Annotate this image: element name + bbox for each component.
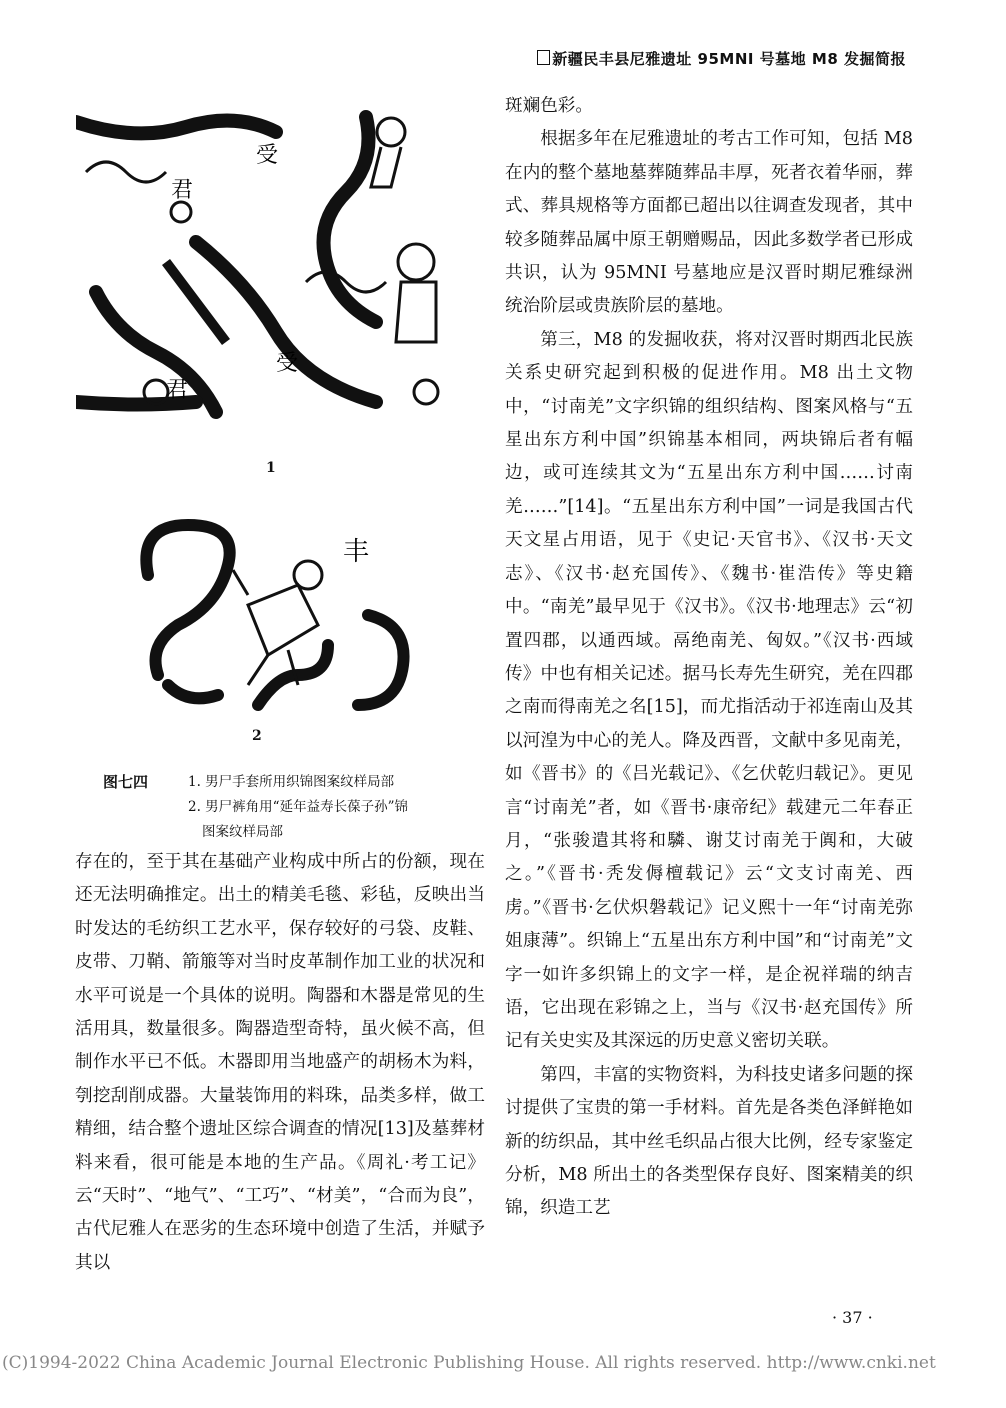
figure-74-2-textile-pattern	[128, 505, 428, 720]
caption-line-1: 1. 男尸手套所用织锦图案纹样局部	[188, 774, 395, 790]
pattern-cloud-1	[86, 162, 166, 182]
pattern2-scroll-left	[146, 525, 229, 675]
pattern2-deer-body	[248, 585, 318, 655]
figure-number: 图七四	[103, 773, 149, 791]
pattern-cloud-curl	[414, 380, 438, 404]
pattern2-char: 丰	[343, 537, 370, 567]
pattern2-deer-legs	[233, 570, 298, 685]
running-header	[537, 48, 906, 69]
pattern-char-3: 受	[276, 351, 299, 376]
pattern-dragon-body	[196, 242, 376, 402]
pattern-char-4: 君	[166, 378, 189, 403]
pattern-tiger-head	[398, 244, 434, 280]
pattern-spotted-creature	[166, 262, 226, 342]
pattern-animal-body-1	[371, 147, 401, 187]
header-title: 新疆民丰县尼雅遗址 95MNI 号墓地 M8 发掘简报	[552, 50, 906, 68]
figure-sub-label-2: 2	[252, 728, 262, 744]
header-box-mark	[537, 50, 550, 65]
figure-sub-label-1: 1	[266, 460, 276, 476]
pattern2-scroll-bottom	[168, 685, 218, 698]
pattern-animal-head-1	[377, 118, 405, 146]
right-paragraph-1: 根据多年在尼雅遗址的考古工作可知，包括 M8 在内的整个墓地墓葬随葬品丰厚，死者衣着华丽，葬式、葬具规格等方面都已超出以往调查发现者，其中较多随葬品属中原王朝赠赐品，因此多数学者已形成共识，认为 95MNI 号墓地应是汉晋时期尼雅绿洲统治阶层或贵族阶层的墓地。	[505, 129, 913, 317]
pattern-band-top	[76, 121, 276, 134]
page-number: · 37 ·	[832, 1308, 873, 1327]
left-column	[75, 846, 485, 1280]
copyright-footer: (C)1994-2022 China Academic Journal Electronic Publishing House. All rights reserved. http://www.cnki.net	[2, 1353, 936, 1373]
pattern-tiger-body	[396, 282, 436, 342]
pattern-animal-head-2	[171, 202, 191, 222]
pattern2-scroll-right	[358, 615, 404, 705]
right-column	[505, 90, 913, 1226]
left-paragraph: 存在的，至于其在基础产业构成中所占的份额，现在还无法明确推定。出土的精美毛毯、彩毡，反映出当时发达的毛纺织工艺水平，保存较好的弓袋、皮鞋、皮带、刀鞘、箭箙等对当时皮革制作加工业的状况和水平可说是一个具体的说明。陶器和木器是常见的生活用具，数量很多。陶器造型奇特，虽火候不高，但制作水平已不低。木器即用当地盛产的胡杨木为料，刳挖刮削成器。大量装饰用的料珠，品类多样，做工精细，结合整个遗址区综合调查的情况[13]及墓葬材料来看，很可能是本地的生产品。《周礼·考工记》云“天时”、“地气”、“工巧”、“材美”，“合而为良”，古代尼雅人在恶劣的生态环境中创造了生活，并赋予其以	[75, 852, 485, 1273]
right-paragraph-3: 第四，丰富的实物资料，为科技史诸多问题的探讨提供了宝贵的第一手材料。首先是各类色泽鲜艳如新的纺织品，其中丝毛织品占很大比例，经专家鉴定分析，M8 所出土的各类型保存良好、图案精美的织锦，织造工艺	[505, 1064, 913, 1219]
right-paragraph-0: 斑斓色彩。	[505, 96, 593, 116]
caption-line-2: 2. 男尸裤角用“延年益寿长葆子孙”锦	[188, 799, 408, 815]
pattern-char-1: 受	[256, 143, 279, 168]
caption-line-3: 图案纹样局部	[202, 824, 283, 840]
pattern-char-2: 君	[171, 178, 194, 203]
figure-74-1-textile-pattern	[76, 102, 466, 427]
right-paragraph-2: 第三，M8 的发掘收获，将对汉晋时期西北民族关系史研究起到积极的促进作用。M8 出土文物中，“讨南羌”文字织锦的组织结构、图案风格与“五星出东方利中国”织锦基本相同，两块锦后者有幅边，或可连续其文为“五星出东方利中国……讨南羌……”[14]。“五星出东方利中国”一词是我国古代天文星占用语，见于《史记·天官书》、《汉书·天文志》、《汉书·赵充国传》、《魏书·崔浩传》等史籍中。“南羌”最早见于《汉书》。《汉书·地理志》云“初置四郡，以通西域。鬲绝南羌、匈奴。”《汉书·西域传》中也有相关记述。据马长寿先生研究，羌在四郡之南而得南羌之名[15]，而尤指活动于祁连南山及其以河湟为中心的羌人。降及西晋，文献中多见南羌，如《晋书》的《吕光载记》、《乞伏乾归载记》。更见言“讨南羌”者，如《晋书·康帝纪》载建元二年春正月，“张骏遣其将和驎、谢艾讨南羌于阗和，大破之。”《晋书·秃发傉檀载记》云“文支讨南羌、西虏。”《晋书·乞伏炽磐载记》记义熙十一年“讨南羌弥姐康薄”。织锦上“五星出东方利中国”和“讨南羌”文字一如许多织锦上的文字一样，是企祝祥瑞的纳吉语，它出现在彩锦之上，当与《汉书·赵充国传》所记有关史实及其深远的历史意义密切关联。	[505, 329, 913, 1052]
